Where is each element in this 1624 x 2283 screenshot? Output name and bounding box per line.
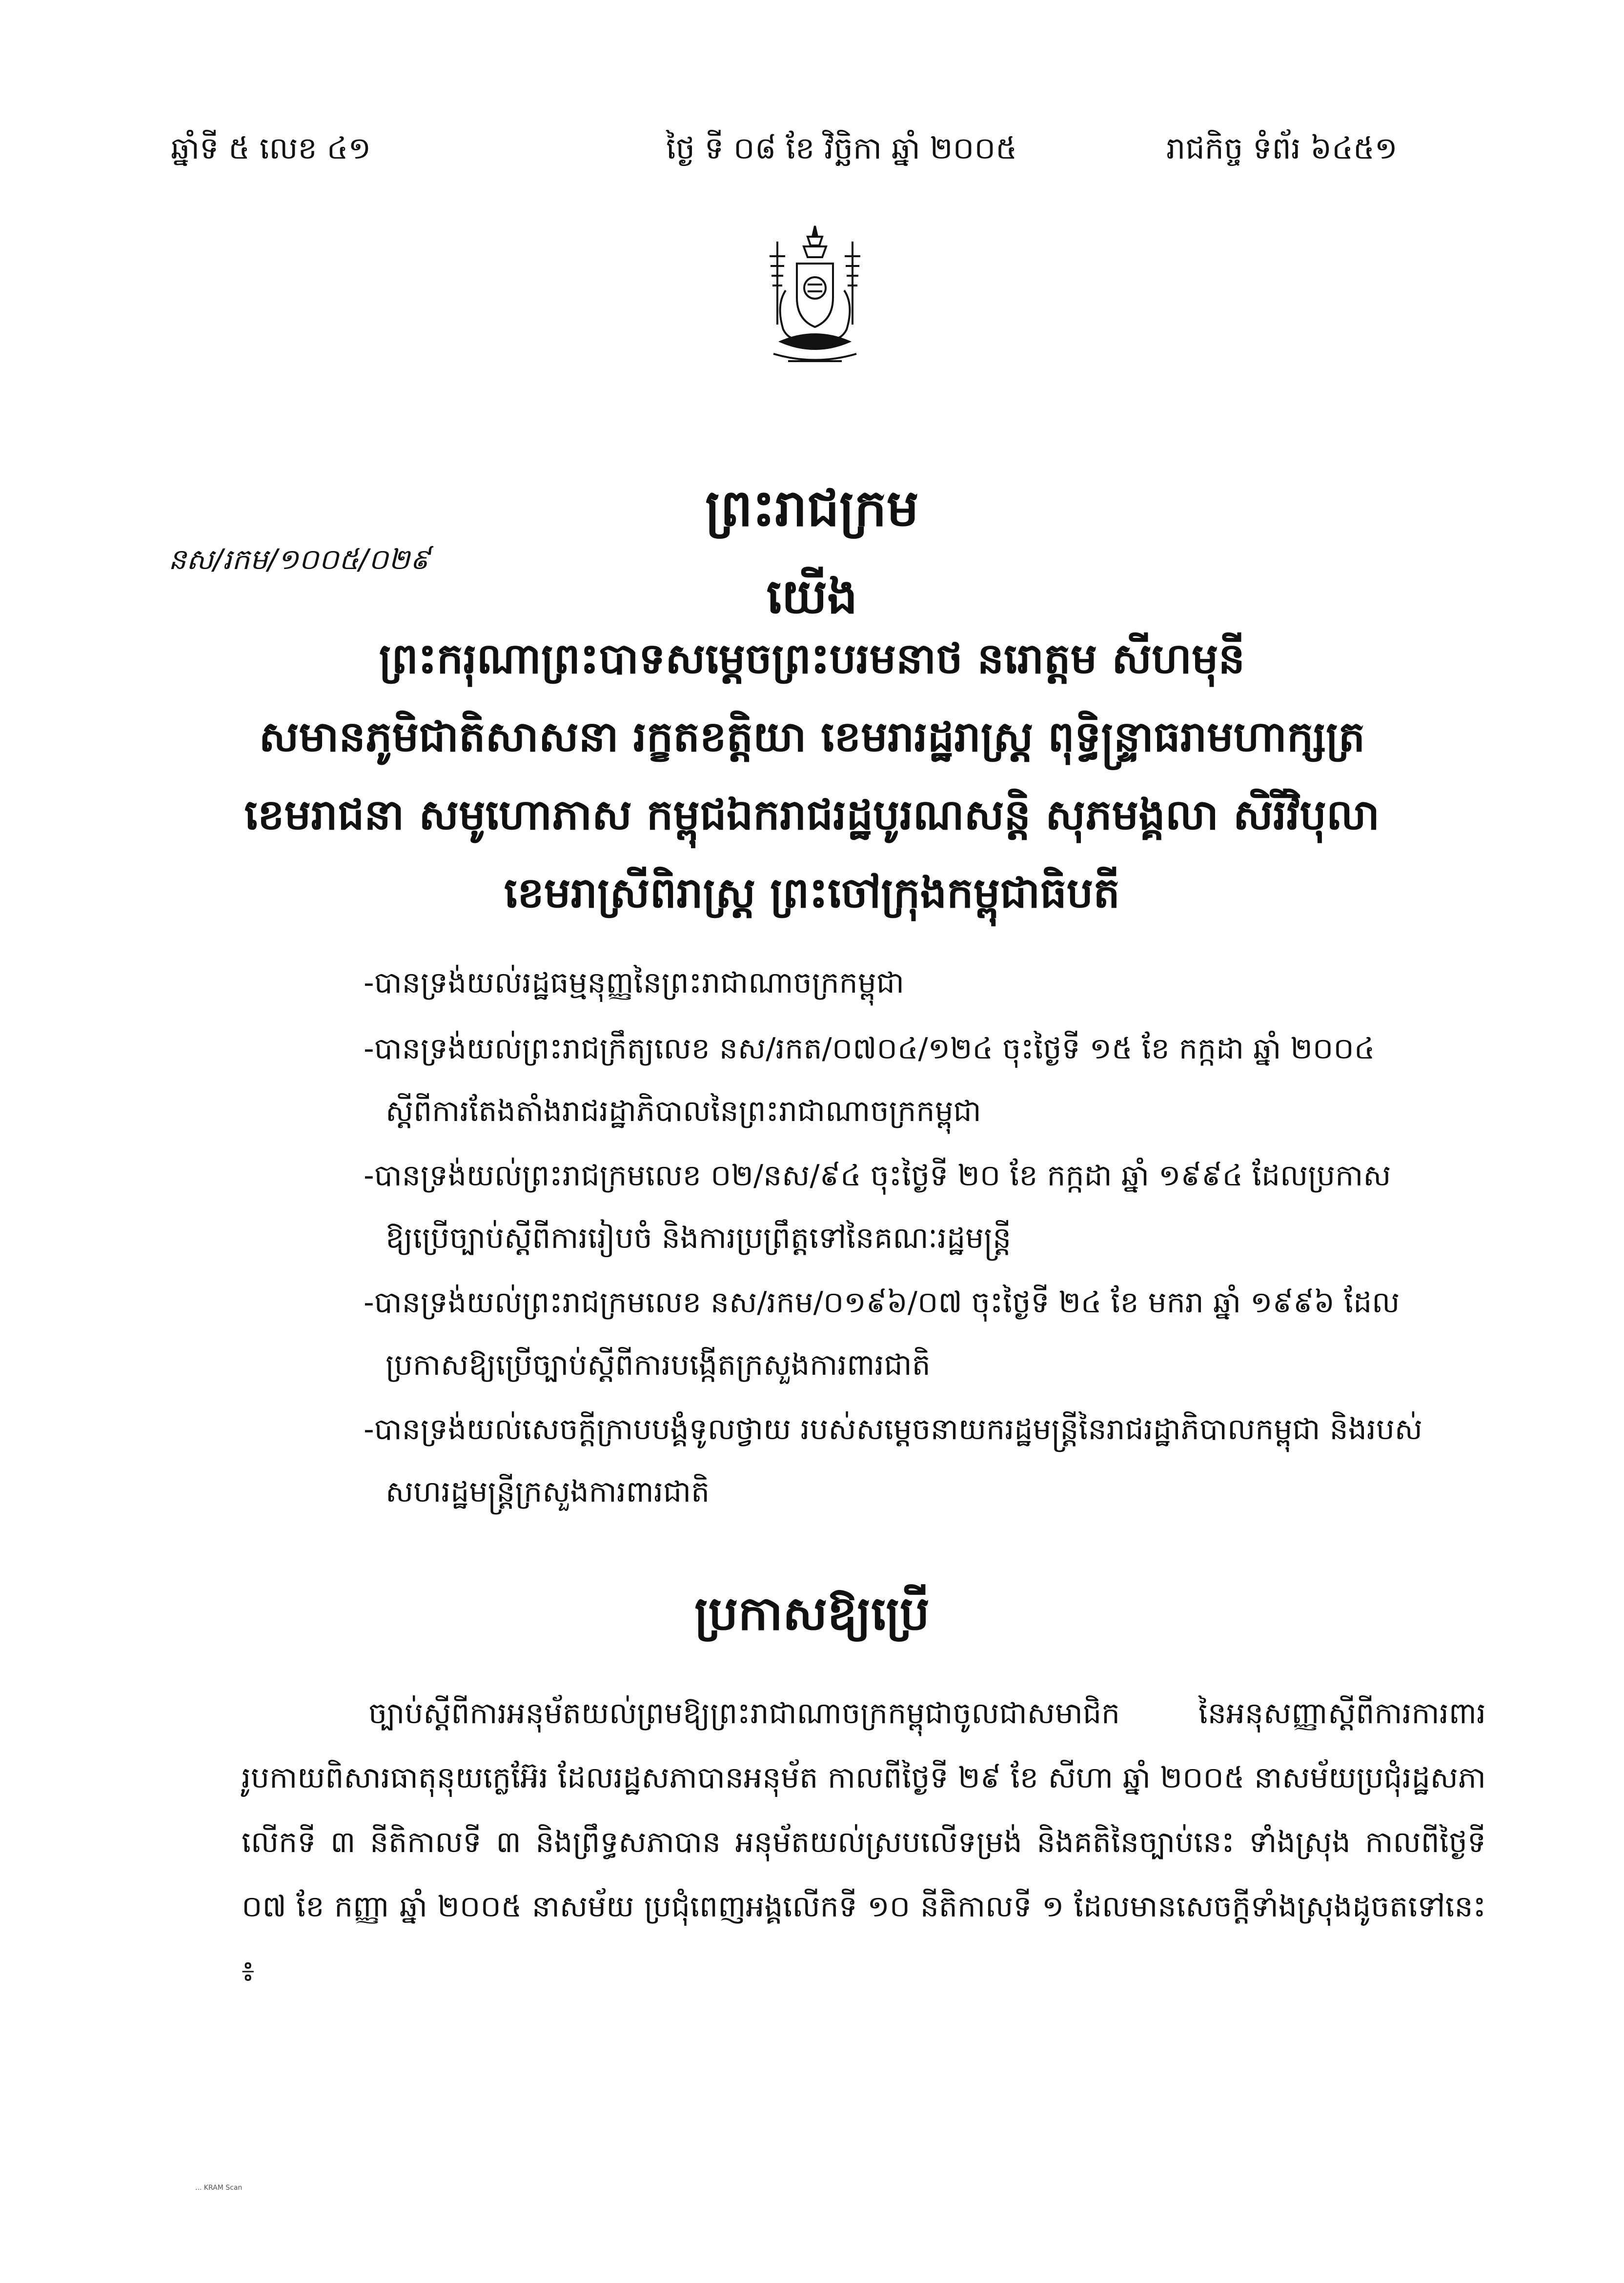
consideration-continuation: សហរដ្ឋមន្ត្រីក្រសួងការពារជាតិ bbox=[386, 1475, 710, 1509]
document-title: ព្រះរាជក្រម bbox=[705, 478, 919, 538]
scan-footer: ... KRAM Scan bbox=[195, 2184, 243, 2192]
consideration-item bbox=[364, 1018, 1486, 1142]
consideration-text: -បានទ្រង់យល់សេចក្តីក្រាបបង្គំទូលថ្វាយ របស់សម្តេចនាយករដ្ឋមន្ត្រីនៃរាជរដ្ឋាភិបាលកម្ពុជា និងរបស់ bbox=[364, 1412, 1423, 1447]
consideration-item bbox=[364, 1271, 1486, 1396]
consideration-text: -បានទ្រង់យល់ព្រះរាជក្រមលេខ នស/រកម/០១៩៦/០៧ ចុះថ្ងៃទី ២៤ ខែ មករា ឆ្នាំ ១៩៩៦ ដែល bbox=[364, 1285, 1400, 1320]
consideration-continuation: ស្តីពីការតែងតាំងរាជរដ្ឋាភិបាលនៃព្រះរាជាណាចក្រកម្ពុជា bbox=[386, 1094, 981, 1128]
consideration-item bbox=[364, 952, 1486, 1014]
king-title-line: ព្រះករុណាព្រះបាទសម្តេចព្រះបរមនាថ នរោត្តម សីហមុនី bbox=[379, 634, 1245, 683]
king-title-line: ខេមរាស្រីពិរាស្ត្រ ព្រះចៅក្រុងកម្ពុជាធិបតី bbox=[504, 869, 1120, 917]
consideration-item bbox=[364, 1144, 1486, 1269]
king-title-line: ខេមរាជនា សមូហោភាស កម្ពុជឯករាជរដ្ឋបូរណសន្តិ សុភមង្គលា សិរីវិបុលា bbox=[244, 791, 1380, 839]
consideration-text: -បានទ្រង់យល់រដ្ឋធម្មនុញ្ញនៃព្រះរាជាណាចក្រកម្ពុជា bbox=[364, 966, 904, 1000]
consideration-continuation: ឱ្យប្រើច្បាប់ស្តីពីការរៀបចំ និងការប្រព្រឹត្តទៅនៃគណៈរដ្ឋមន្ត្រី bbox=[386, 1221, 1012, 1255]
consideration-text: -បានទ្រង់យល់ព្រះរាជក្រឹត្យលេខ នស/រកត/០៧០៤/១២៤ ចុះថ្ងៃទី ១៥ ខែ កក្កដា ឆ្នាំ ២០០៤ bbox=[364, 1032, 1375, 1066]
we-heading: យើង bbox=[766, 569, 858, 625]
king-title-line: សមានភូមិជាតិសាសនា រក្ខតខត្តិយា ខេមរារដ្ឋរាស្ត្រ ពុទ្ធិន្ទ្រាធរាមហាក្សត្រ bbox=[259, 713, 1365, 761]
reference-number: នស/រកម/១០០៥/០២៩ bbox=[168, 543, 430, 576]
header-date: ថ្ងៃ ទី ០៨ ខែ វិច្ឆិកា ឆ្នាំ ២០០៥ bbox=[666, 130, 1017, 166]
header-issue-number: ឆ្នាំទី ៥ លេខ ៤១ bbox=[171, 130, 371, 166]
promulgate-heading: ប្រកាសឱ្យប្រើ bbox=[694, 1586, 930, 1641]
consideration-item bbox=[364, 1398, 1486, 1523]
header-gazette-page: រាជកិច្ច ទំព័រ ៦៤៥១ bbox=[1166, 130, 1398, 166]
body-text: ច្បាប់ស្តីពីការអនុម័តយល់ព្រមឱ្យព្រះរាជាណាចក្រកម្ពុជាចូលជាសមាជិក នៃអនុសញ្ញាស្តីពីការការពាររូបកាយពិសារធាតុនុយក្លេអ៊ែរ ដែលរដ្ឋសភាបានអនុម័ត កាលពីថ្ងៃទី ២៩ ខែ សីហា ឆ្នាំ ២០០៥ នាសម័យប្រជុំរដ្ឋសភាលើកទី ៣ នីតិកាលទី ៣ និងព្រឹទ្ធសភាបាន អនុម័តយល់ស្របលើទម្រង់ និងគតិនៃច្បាប់នេះ ទាំងស្រុង កាលពីថ្ងៃទី ០៧ ខែ កញ្ញា ឆ្នាំ ២០០៥ នាសម័យ ប្រជុំពេញអង្គលើកទី ១០ នីតិកាលទី ១ ដែលមានសេចក្តីទាំងស្រុងដូចតទៅនេះ ៖ bbox=[242, 1696, 1486, 1988]
consideration-text: -បានទ្រង់យល់ព្រះរាជក្រមលេខ ០២/នស/៩៤ ចុះថ្ងៃទី ២០ ខែ កក្កដា ឆ្នាំ ១៩៩៤ ដែលប្រកាស bbox=[364, 1159, 1391, 1193]
royal-coat-of-arms-icon bbox=[759, 222, 871, 368]
body-paragraph bbox=[242, 1681, 1486, 2003]
consideration-continuation: ប្រកាសឱ្យប្រើច្បាប់ស្តីពីការបង្កើតក្រសួងការពារជាតិ bbox=[386, 1348, 931, 1382]
